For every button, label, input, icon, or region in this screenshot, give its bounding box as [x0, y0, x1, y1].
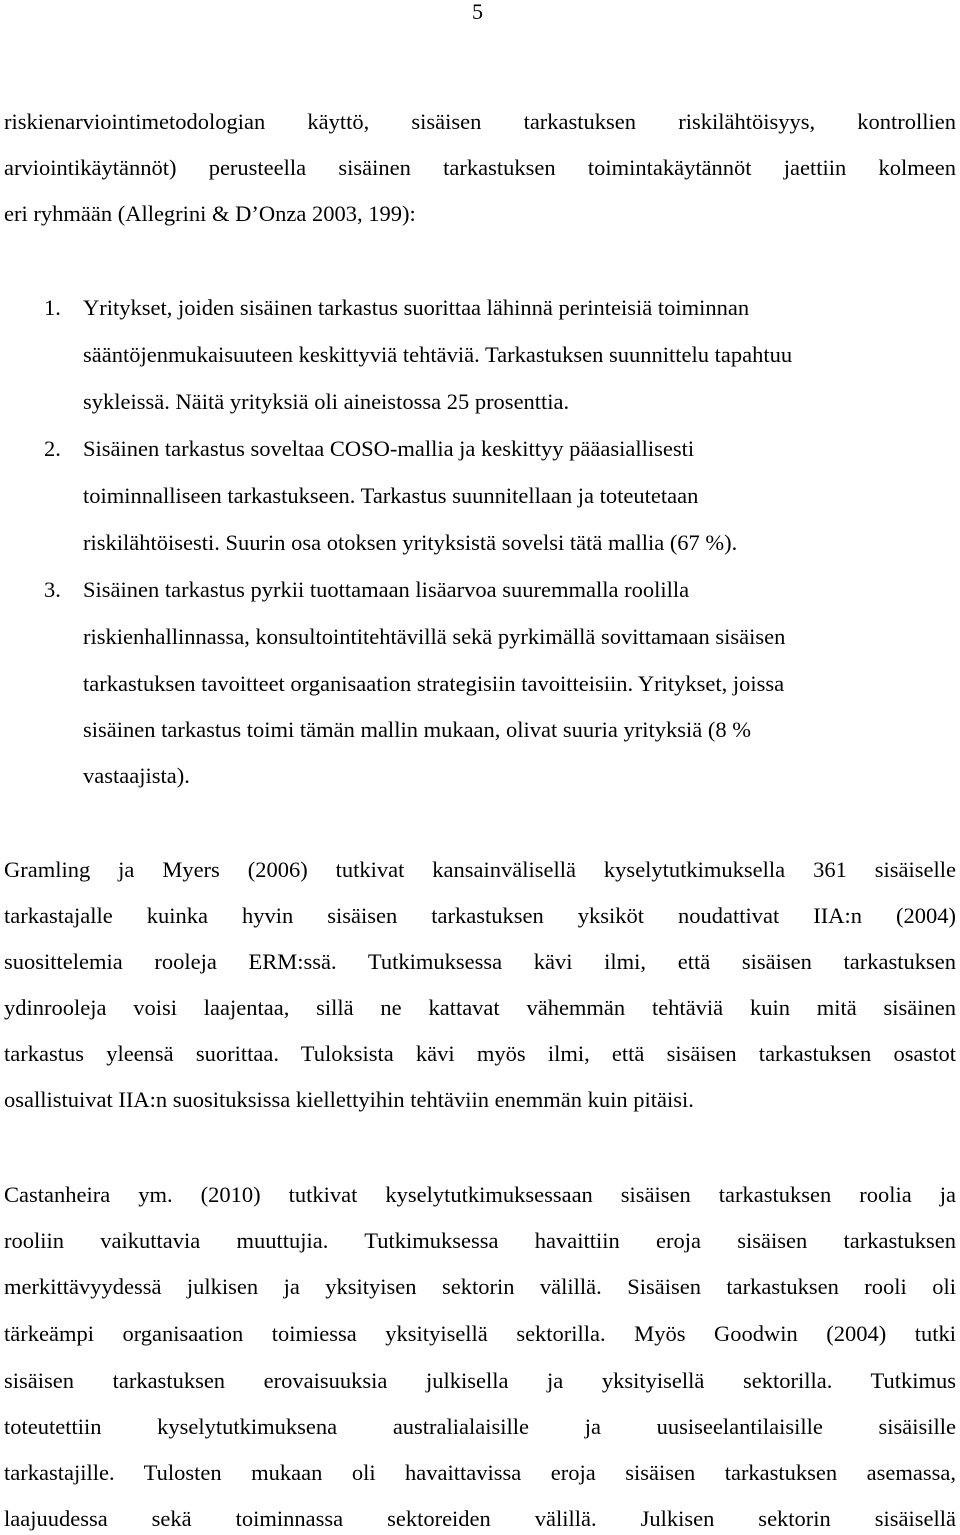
- page-number: 5: [472, 0, 483, 24]
- paragraph-line: tarkastajille. Tulosten mukaan oli havaittavissa eroja sisäisen tarkastuksen asemassa,: [4, 1460, 956, 1485]
- list-item-number: 3.: [44, 577, 61, 602]
- list-item-line: Sisäinen tarkastus soveltaa COSO-mallia ja keskittyy pääasiallisesti: [83, 436, 695, 461]
- paragraph-line: ydinrooleja voisi laajentaa, sillä ne kattavat vähemmän tehtäviä kuin mitä sisäinen: [4, 995, 956, 1020]
- paragraph-line: laajuudessa sekä toiminnassa sektoreiden välillä. Julkisen sektorin sisäisellä: [4, 1506, 956, 1531]
- list-item-line: toiminnalliseen tarkastukseen. Tarkastus suunnitellaan ja toteutetaan: [83, 483, 699, 508]
- list-item-number: 1.: [44, 295, 61, 320]
- list-item-line: Yritykset, joiden sisäinen tarkastus suorittaa lähinnä perinteisiä toiminnan: [83, 295, 750, 320]
- list-item-number: 2.: [44, 436, 61, 461]
- paragraph-line: merkittävyydessä julkisen ja yksityisen sektorin välillä. Sisäisen tarkastuksen rooli oli: [4, 1274, 956, 1299]
- paragraph-line: Castanheira ym. (2010) tutkivat kyselytutkimuksessaan sisäisen tarkastuksen roolia ja: [4, 1182, 956, 1207]
- paragraph-line: osallistuivat IIA:n suosituksissa kiellettyihin tehtäviin enemmän kuin pitäisi.: [4, 1087, 694, 1112]
- paragraph-line: riskienarviointimetodologian käyttö, sisäisen tarkastuksen riskilähtöisyys, kontrollien: [4, 109, 956, 134]
- list-item-line: riskilähtöisesti. Suurin osa otoksen yrityksistä sovelsi tätä mallia (67 %).: [83, 530, 738, 555]
- list-item-line: sisäinen tarkastus toimi tämän mallin mukaan, olivat suuria yrityksiä (8 %: [83, 717, 751, 742]
- paragraph-line: tarkastajalle kuinka hyvin sisäisen tarkastuksen yksiköt noudattivat IIA:n (2004): [4, 903, 956, 928]
- paragraph-line: toteutettiin kyselytutkimuksena australialaisille ja uusiseelantilaisille sisäisille: [4, 1414, 956, 1439]
- list-item-line: tarkastuksen tavoitteet organisaation strategisiin tavoitteisiin. Yritykset, joissa: [83, 671, 785, 696]
- paragraph-line: eri ryhmään (Allegrini & D’Onza 2003, 199):: [4, 201, 416, 226]
- list-item-line: sykleissä. Näitä yrityksiä oli aineistossa 25 prosenttia.: [83, 389, 570, 414]
- paragraph-line: tärkeämpi organisaation toimiessa yksityisellä sektorilla. Myös Goodwin (2004) tutki: [4, 1321, 956, 1346]
- list-item-line: sääntöjenmukaisuuteen keskittyviä tehtäviä. Tarkastuksen suunnittelu tapahtuu: [83, 342, 793, 367]
- paragraph-line: suosittelemia rooleja ERM:ssä. Tutkimuksessa kävi ilmi, että sisäisen tarkastuksen: [4, 949, 956, 974]
- paragraph-line: sisäisen tarkastuksen erovaisuuksia julkisella ja yksityisellä sektorilla. Tutkimus: [4, 1368, 956, 1393]
- paragraph-line: tarkastus yleensä suorittaa. Tuloksista kävi myös ilmi, että sisäisen tarkastuksen osastot: [4, 1041, 956, 1066]
- list-item-line: vastaajista).: [83, 763, 190, 788]
- list-item-line: Sisäinen tarkastus pyrkii tuottamaan lisäarvoa suuremmalla roolilla: [83, 577, 690, 602]
- paragraph-line: Gramling ja Myers (2006) tutkivat kansainvälisellä kyselytutkimuksella 361 sisäiselle: [4, 857, 956, 882]
- paragraph-line: arviointikäytännöt) perusteella sisäinen tarkastuksen toimintakäytännöt jaettiin kolmeen: [4, 155, 956, 180]
- paragraph-line: rooliin vaikuttavia muuttujia. Tutkimuksessa havaittiin eroja sisäisen tarkastuksen: [4, 1228, 956, 1253]
- list-item-line: riskienhallinnassa, konsultointitehtävillä sekä pyrkimällä sovittamaan sisäisen: [83, 624, 786, 649]
